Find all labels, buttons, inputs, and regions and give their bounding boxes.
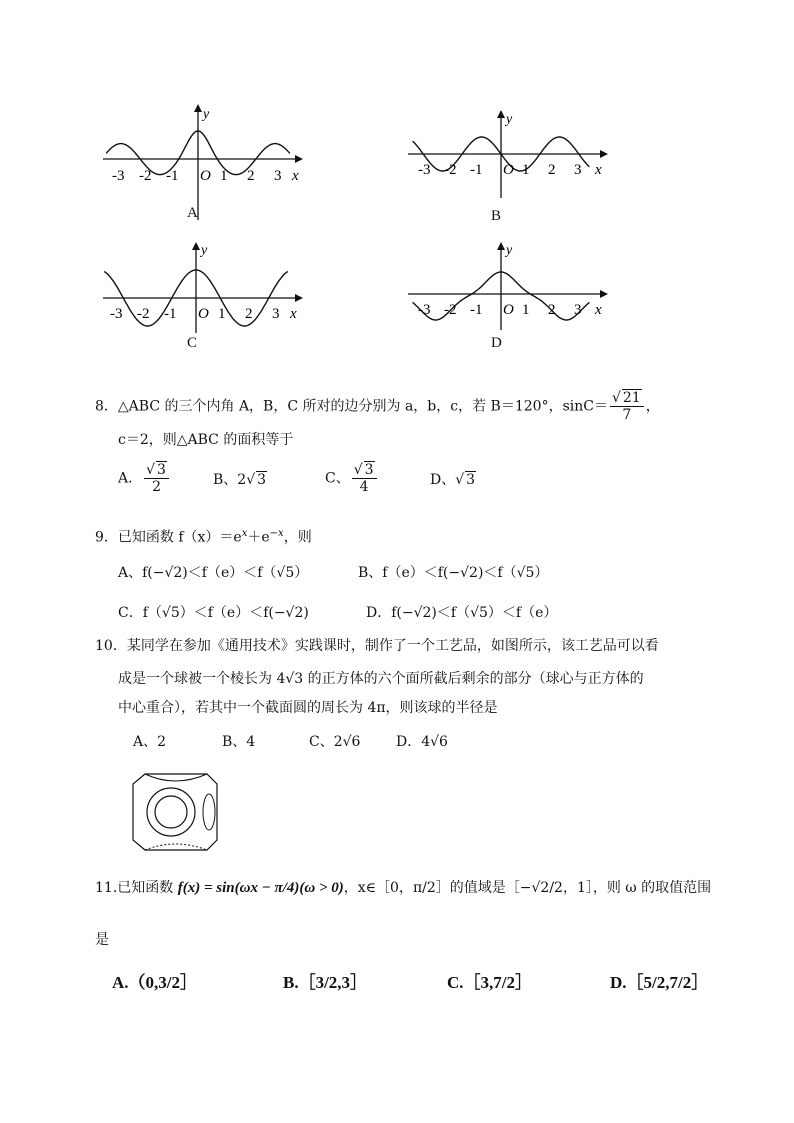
q8-frac-num: 21 bbox=[622, 390, 641, 406]
tick-label: -3 bbox=[110, 306, 123, 322]
q10-option-a: A、2 bbox=[133, 734, 167, 750]
q9-stem-mid: ＋e bbox=[247, 529, 270, 546]
tick-label: O bbox=[503, 162, 514, 178]
q9-stem-tail: ，则 bbox=[283, 529, 312, 546]
truncated-sphere-figure bbox=[125, 768, 225, 853]
graph-a bbox=[95, 100, 325, 230]
y-axis-label: y bbox=[506, 243, 513, 258]
q9-option-d: D．f(−√2)＜f（√5）＜f（e） bbox=[366, 605, 558, 621]
q10-option-c: C、2√6 bbox=[309, 734, 361, 750]
question-11-stem-2: 是 bbox=[95, 932, 109, 948]
tick-label: 2 bbox=[245, 306, 253, 322]
q8-stem-text: 8．△ABC 的三个内角 A，B，C 所对的边分别为 a，b，c，若 B＝120°，sinC＝ bbox=[95, 398, 608, 415]
x-axis-label: x bbox=[292, 168, 299, 184]
tick-label: -2 bbox=[444, 302, 457, 318]
q8-option-d: D、√ 3 bbox=[430, 472, 476, 488]
graph-c bbox=[95, 238, 325, 338]
tick-label: 3 bbox=[574, 162, 582, 178]
q9-option-a: A、f(−√2)＜f（e）＜f（√5） bbox=[118, 565, 309, 581]
q8-d-rad: 3 bbox=[466, 472, 476, 488]
q9-sup-1: x bbox=[241, 528, 248, 539]
q11-function: f(x) = sin(ωx − π/4)(ω > 0) bbox=[177, 880, 344, 896]
question-10-line-3: 中心重合），若其中一个截面圆的周长为 4π，则该球的半径是 bbox=[118, 700, 498, 716]
x-axis-label: x bbox=[595, 162, 602, 178]
q11-stem-a: 11.已知函数 bbox=[95, 880, 178, 896]
tick-label: -1 bbox=[166, 168, 179, 184]
tick-label: O bbox=[198, 306, 209, 322]
q8-a-den: 2 bbox=[152, 479, 161, 495]
q8-option-b: B、2√ 3 bbox=[213, 472, 267, 488]
q8-b-prefix: B、2 bbox=[213, 472, 247, 488]
q11-option-b: B.［3/2,3］ bbox=[283, 973, 368, 992]
q9-sup-2: −x bbox=[269, 528, 284, 539]
tick-label: O bbox=[200, 168, 211, 184]
q10-option-b: B、4 bbox=[222, 734, 256, 750]
tick-label: -3 bbox=[418, 162, 431, 178]
q11-option-a: A.（0,3/2］ bbox=[112, 973, 197, 992]
q8-a-num: 3 bbox=[157, 462, 166, 478]
question-9-stem bbox=[95, 524, 312, 548]
x-axis-label: x bbox=[595, 302, 602, 318]
q8-b-rad: 3 bbox=[257, 472, 267, 488]
q10-option-d: D．4√6 bbox=[396, 734, 448, 750]
q8-c-num: 3 bbox=[364, 462, 374, 478]
q8-sinc-fraction: $\frac{√ 21}{7}$ bbox=[610, 390, 644, 423]
tick-label: 3 bbox=[574, 302, 582, 318]
q8-d-prefix: D、 bbox=[430, 472, 456, 488]
q8-c-den: 4 bbox=[359, 479, 369, 495]
tick-label: -1 bbox=[164, 306, 177, 322]
q8-stem-tail: ， bbox=[645, 398, 660, 415]
q11-option-c: C.［3,7/2］ bbox=[447, 973, 532, 992]
x-axis-label: x bbox=[290, 306, 297, 322]
q9-option-c: C．f（√5）＜f（e）＜f(−√2) bbox=[118, 605, 309, 621]
tick-label: 1 bbox=[218, 306, 226, 322]
question-8-stem-2: c＝2，则△ABC 的面积等于 bbox=[118, 432, 294, 448]
y-axis-label: y bbox=[201, 243, 208, 258]
y-axis-label: y bbox=[506, 112, 513, 127]
tick-label: -1 bbox=[470, 162, 483, 178]
y-axis-label: y bbox=[203, 107, 210, 122]
question-8-stem bbox=[95, 390, 660, 423]
tick-label: 2 bbox=[548, 162, 556, 178]
tick-label: -1 bbox=[470, 302, 483, 318]
q9-stem-text: 9．已知函数 f（x）＝e bbox=[95, 529, 242, 546]
tick-label: 1 bbox=[220, 168, 228, 184]
tick-label: 1 bbox=[522, 302, 530, 318]
tick-label: -2 bbox=[137, 306, 150, 322]
graph-caption: A bbox=[187, 205, 198, 221]
q8-c-prefix: C、 bbox=[325, 470, 350, 487]
tick-label: -3 bbox=[112, 168, 125, 184]
tick-label: -2 bbox=[139, 168, 152, 184]
graph-caption: D bbox=[491, 335, 502, 351]
q9-option-b: B、f（e）＜f(−√2)＜f（√5） bbox=[358, 565, 549, 581]
tick-label: -2 bbox=[444, 162, 457, 178]
q11-option-d: D.［5/2,7/2］ bbox=[610, 973, 709, 992]
graph-b bbox=[400, 108, 630, 208]
question-10-line-2: 成是一个球被一个棱长为 4√3 的正方体的六个面所截后剩余的部分（球心与正方体的 bbox=[118, 671, 644, 687]
q8-a-prefix: A． bbox=[118, 470, 143, 487]
q11-stem-b: ，x∈［0，π/2］的值域是［−√2/2，1］，则 ω 的取值范围 bbox=[343, 880, 712, 896]
tick-label: 1 bbox=[522, 162, 530, 178]
tick-label: 3 bbox=[272, 306, 280, 322]
q8-option-a: A． $\frac{√ 3}{2}$ bbox=[118, 462, 171, 495]
q8-option-c: C、 $\frac{√ 3}{4}$ bbox=[325, 462, 379, 495]
graph-caption: B bbox=[491, 208, 502, 224]
tick-label: -3 bbox=[418, 302, 431, 318]
q8-frac-den: 7 bbox=[622, 407, 632, 423]
graph-d bbox=[400, 238, 630, 338]
tick-label: O bbox=[503, 302, 514, 318]
tick-label: 3 bbox=[274, 168, 282, 184]
graph-caption: C bbox=[187, 335, 198, 351]
tick-label: 2 bbox=[247, 168, 255, 184]
tick-label: 2 bbox=[548, 302, 556, 318]
question-11-stem bbox=[95, 878, 711, 898]
question-10-line-1: 10．某同学在参加《通用技术》实践课时，制作了一个工艺品，如图所示，该工艺品可以看 bbox=[95, 638, 659, 654]
